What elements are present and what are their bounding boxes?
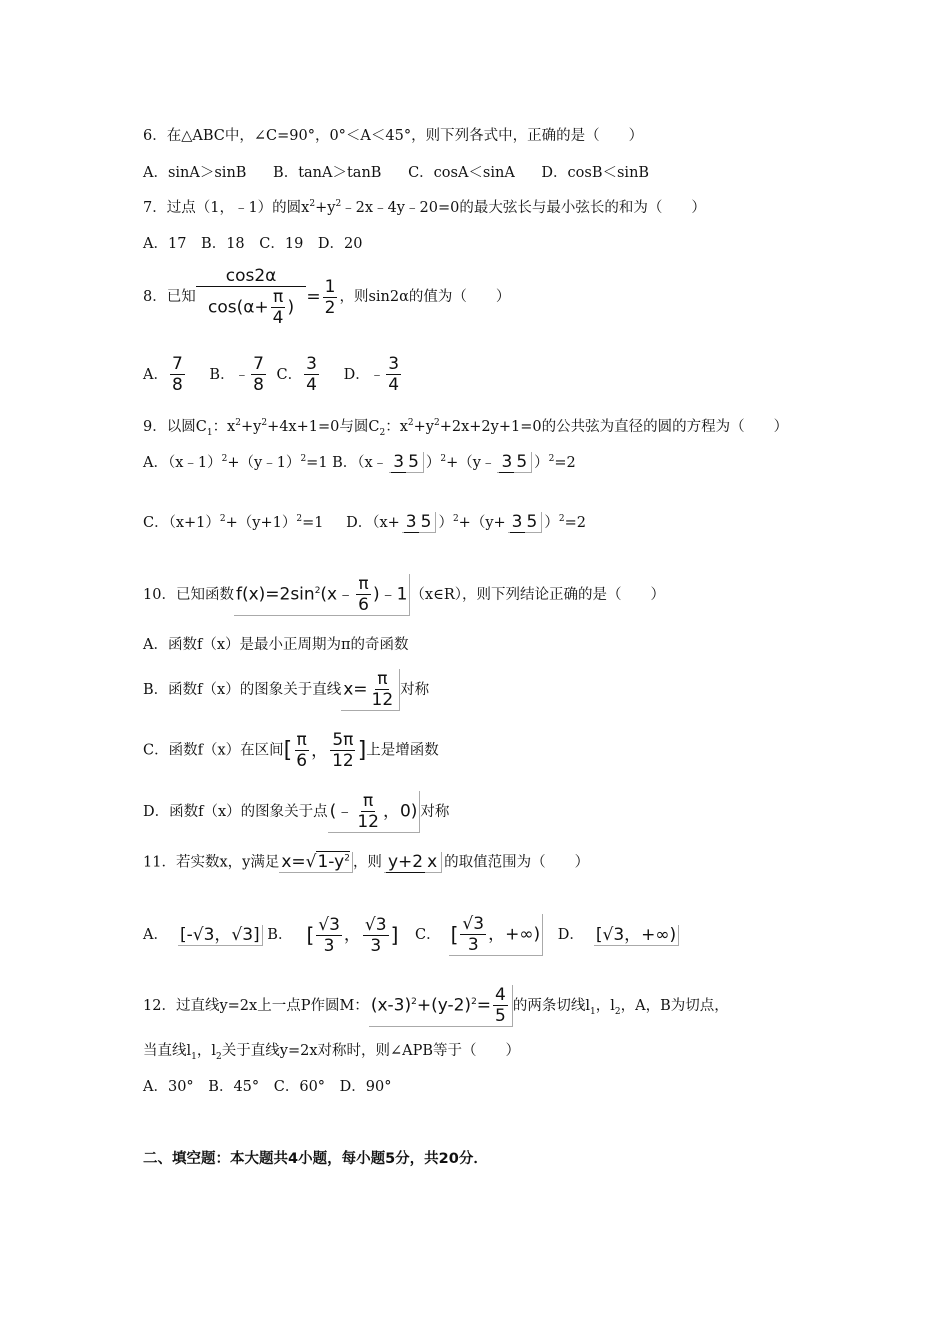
q6-option-c: C．cosA＜sinA <box>408 165 515 181</box>
q12-option-a: A．30° <box>143 1079 194 1095</box>
q6-option-a: A．sinA＞sinB <box>143 165 247 181</box>
q7-option-a: A．17 <box>143 236 187 252</box>
q8-option-d: D．﹣ $\frac{3}{4}$ <box>343 354 400 395</box>
q10-function: $f(x)=2\sin^2(x﹣$ $\frac{\pi}{6}$ )﹣1 <box>234 574 410 616</box>
q6-stem: 6．在△ABC中，∠C=90°，0°＜A＜45°，则下列各式中，正确的是（ ） <box>143 128 644 144</box>
q11-options <box>143 914 679 956</box>
q9-option-b: B．（x﹣ 3 5 ）$^2$+（y﹣ 3 5 ）$^2$=2 <box>332 452 576 472</box>
q8-stem: 8．已知 cos2α cos(α+ $\frac{\pi}{4}$ ) = $\frac{1}{2}$ ，则sin2α的值为（ ） <box>143 266 511 328</box>
q11-option-a: A． [-√3，√3] <box>143 927 263 943</box>
q9-option-c: C．$(x+1)^2+(y+1)^2=1$ <box>143 513 324 531</box>
q10-option-b: B．函数f（x）的图象关于直线 x= $\frac{\pi}{12}$ 对称 <box>143 669 430 710</box>
q9-options-ab <box>143 452 576 473</box>
q7-option-b: B．18 <box>201 236 245 252</box>
q11-option-b: B． [ $\frac{√3}{3}$ ， $\frac{√3}{3}$ ] <box>267 914 399 956</box>
q8-main-fraction: cos2α cos(α+ $\frac{\pi}{4}$ ) <box>196 266 307 328</box>
q11-stem: 11．若实数x，y满足 $x=√1-y^2$ ，则 y+2 x 的取值范围为（ ） <box>143 852 590 872</box>
q12-line2: 当直线$l_1$，$l_2$关于直线y=2x对称时，则∠APB等于（ ） <box>143 1043 521 1062</box>
q10-option-a: A．函数f（x）是最小正周期为π的奇函数 <box>143 637 409 653</box>
q12-line1: 12．过直线y=2x上一点P作圆M： $(x-3)^2+(y-2)^2=$ $\frac{4}{5}$ 的两条切线$l_1$，$l_2$，A，B为切点， <box>143 985 729 1026</box>
q6-option-b: B．tanA＞tanB <box>273 165 382 181</box>
q9-options-cd <box>143 512 586 533</box>
section-heading: 二、填空题：本大题共4小题，每小题5分，共20分． <box>143 1151 488 1167</box>
q10-stem: 10．已知函数 $f(x)=2\sin^2(x﹣$ $\frac{\pi}{6}$ )﹣1 （x∈R），则下列结论正确的是（ ） <box>143 574 665 615</box>
q6-options <box>143 163 671 183</box>
q12-options <box>143 1077 402 1097</box>
q8-options <box>143 354 403 395</box>
q12-option-d: D．90° <box>339 1079 392 1095</box>
q12-option-c: C．60° <box>273 1079 326 1095</box>
q11-option-c: C． [ $\frac{√3}{3}$ ，+∞) <box>415 927 543 943</box>
q12-option-b: B．45° <box>208 1079 260 1095</box>
q9-option-d: D．（x+ 3 5 ）$^2$+（y+ 3 5 ）$^2$=2 <box>346 512 586 532</box>
q7-options <box>143 234 373 254</box>
q10-option-d: D．函数f（x）的图象关于点 (﹣ $\frac{\pi}{12}$ ，0) 对称 <box>143 791 450 832</box>
q10-option-c: C．函数f（x）在区间[ $\frac{\pi}{6}$ ， $\frac{5\pi}{12}$ ]上是增函数 <box>143 730 439 771</box>
q6-option-d: D．cosB＜sinB <box>541 165 650 181</box>
q8-half-fraction: $\frac{1}{2}$ <box>324 276 336 318</box>
q8-option-b: B．﹣ $\frac{7}{8}$ <box>209 354 264 395</box>
q8-option-c: C． $\frac{3}{4}$ <box>276 354 317 395</box>
q11-option-d: D． [√3，+∞) <box>558 927 679 943</box>
q7-option-c: C．19 <box>259 236 304 252</box>
q7-stem: 7．过点（1，﹣1）的圆$x^2+y^2﹣2x﹣4y﹣20=0$的最大弦长与最小弦长的和为（ ） <box>143 199 706 216</box>
q8-option-a: A． $\frac{7}{8}$ <box>143 354 183 395</box>
q9-stem: 9．以圆$C_1$：$x^2+y^2+4x+1=0$与圆$C_2$：$x^2+y^2+2x+2y+1=0$的公共弦为直径的圆的方程为（ ） <box>143 418 789 438</box>
q9-option-a: A．（x﹣1）$^2$+（y﹣1）$^2$=1 <box>143 453 328 471</box>
q7-option-d: D．20 <box>317 236 363 252</box>
